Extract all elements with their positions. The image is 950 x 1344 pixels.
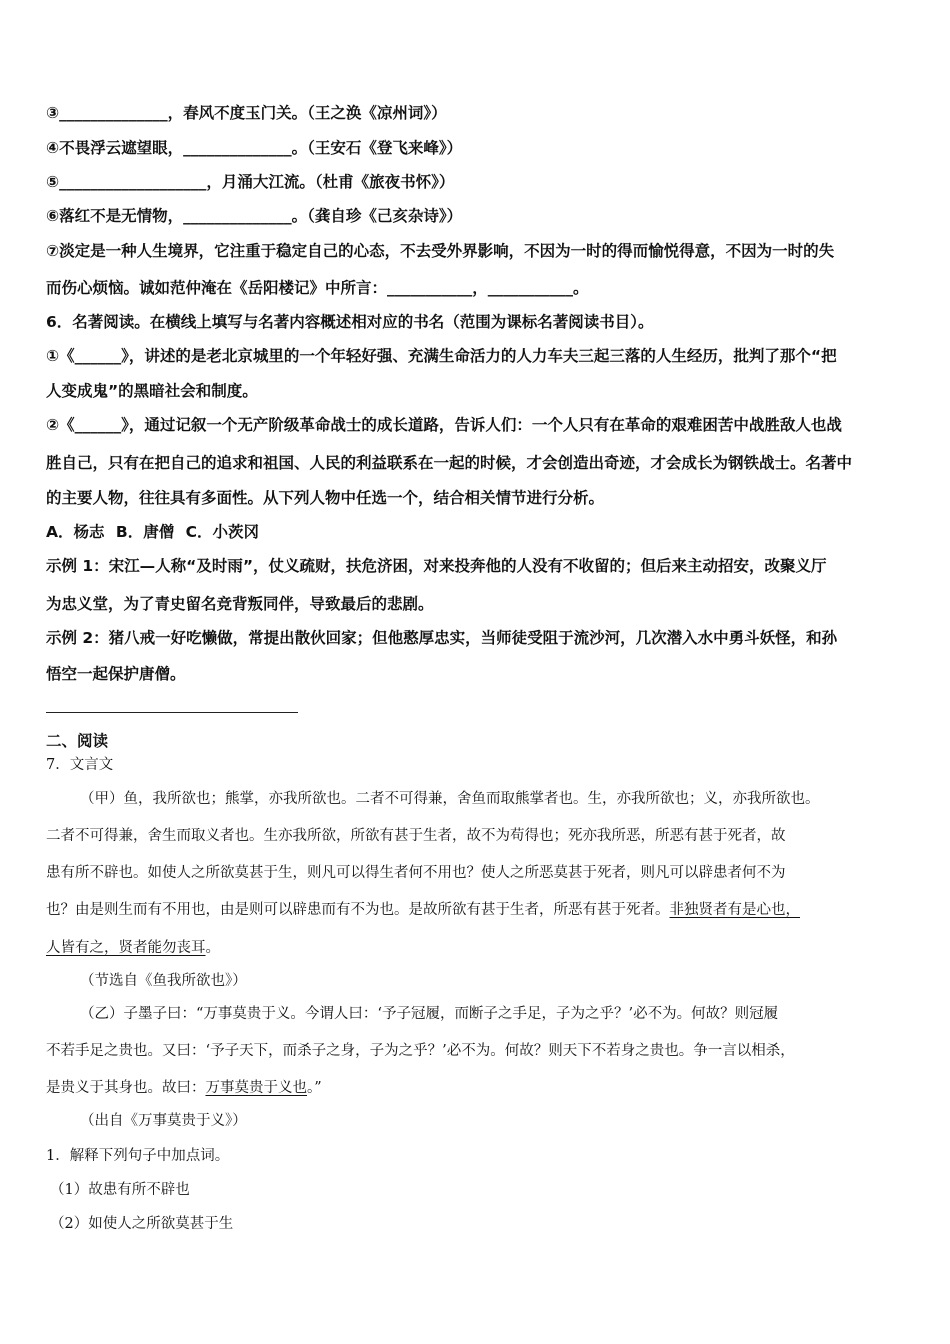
question-7-title: 7．文言文: [46, 757, 114, 773]
passage-jia-line-4: [46, 900, 800, 920]
section-divider: [46, 712, 298, 713]
passage-jia-line-2: 二者不可得兼，舍生而取义者也。生亦我所欲，所欲有甚于生者，故不为苟得也；死亦我所恶，所恶有甚于死者，故: [46, 828, 786, 844]
underlined-sentence-yi: 万事莫贵于义也: [205, 1080, 307, 1096]
sub-question-1-item-2: （2）如使人之所欲莫甚于生: [50, 1216, 234, 1232]
passage-yi-line-1: （乙）子墨子曰：“万事莫贵于义。今谓人曰：‘予子冠履，而断子之手足，子为之乎？’必不为。何故？则冠履: [80, 1006, 779, 1022]
passage-jia-line-3: 患有所不辟也。如使人之所欲莫甚于生，则凡可以得生者何不用也？使人之所恶莫甚于死者，则凡可以辟患者何不为: [46, 865, 786, 881]
example-1-line-1: 示例 1：宋江—人称“及时雨”，仗义疏财，扶危济困，对来投奔他的人没有不收留的；但后来主动招安，改聚义厅: [46, 557, 827, 575]
example-1-line-2: 为忠义堂，为了青史留名竞背叛同伴，导致最后的悲剧。: [46, 595, 434, 613]
passage-jia-line-1: （甲）鱼，我所欲也；熊掌，亦我所欲也。二者不可得兼，舍鱼而取熊掌者也。生，亦我所欲也；义，亦我所欲也。: [80, 791, 820, 807]
section-2-heading: 二、阅读: [46, 732, 109, 750]
question-6-part-1-line-2: 人变成鬼”的黑暗社会和制度。: [46, 382, 258, 400]
fill-blank-item-3: ③______________，春风不度玉门关。（王之涣《凉州词》）: [46, 104, 447, 122]
question-6-part-2-line-1: ②《______》，通过记叙一个无产阶级革命战士的成长道路，告诉人们：一个人只有在革命的艰难困苦中战胜敌人也战: [46, 416, 842, 434]
question-6-heading: 6．名著阅读。在横线上填写与名著内容概述相对应的书名（范围为课标名著阅读书目）。: [46, 313, 654, 331]
passage-yi-line-3-text: 是贵义于其身也。故曰：: [46, 1080, 206, 1096]
question-6-part-2-line-3: 的主要人物，往往具有多面性。从下列人物中任选一个，结合相关情节进行分析。: [46, 489, 605, 507]
question-6-part-2-line-2: 胜自己，只有在把自己的追求和祖国、人民的利益联系在一起的时候，才会创造出奇迹，才会成长为钢铁战士。名著中: [46, 454, 853, 472]
example-2-line-1: 示例 2：猪八戒一好吃懒做，常提出散伙回家；但他憨厚忠实，当师徒受阻于流沙河，几次潜入水中勇斗妖怪，和孙: [46, 629, 838, 647]
fill-blank-item-7-line-2: 而伤心烦恼。诚如范仲淹在《岳阳楼记》中所言：___________，___________。: [46, 279, 589, 297]
fill-blank-item-5: ⑤___________________，月涌大江流。（杜甫《旅夜书怀》）: [46, 173, 455, 191]
question-6-options: A．杨志 B．唐僧 C．小茨冈: [46, 523, 259, 541]
sub-question-1-item-1: （1）故患有所不辟也: [50, 1182, 190, 1198]
passage-yi-line-3: [46, 1078, 322, 1098]
fill-blank-item-4: ④不畏浮云遮望眼，______________。（王安石《登飞来峰》）: [46, 139, 463, 157]
passage-jia-source: （节选自《鱼我所欲也》）: [80, 973, 247, 989]
question-6-part-1-line-1: ①《______》，讲述的是老北京城里的一个年轻好强、充满生命活力的人力车夫三起三落的人生经历，批判了那个“把: [46, 347, 837, 365]
passage-yi-line-3-end: 。”: [307, 1080, 322, 1096]
example-2-line-2: 悟空一起保护唐僧。: [46, 665, 186, 683]
passage-jia-line-5-end: 。: [205, 940, 220, 956]
sub-question-1: 1．解释下列句子中加点词。: [46, 1148, 230, 1164]
underlined-sentence-part-2: 人皆有之，贤者能勿丧耳: [46, 940, 206, 956]
passage-jia-line-5: [46, 938, 220, 958]
passage-yi-line-2: 不若手足之贵也。又曰：‘予子天下，而杀子之身，子为之乎？’必不为。何故？则天下不若身之贵也。争一言以相杀，: [46, 1043, 795, 1059]
underlined-sentence-part-1: 非独贤者有是心也，: [669, 902, 800, 918]
passage-jia-line-4-text: 也？由是则生而有不用也，由是则可以辟患而有不为也。是故所欲有甚于生者，所恶有甚于死者。: [46, 902, 670, 918]
passage-yi-source: （出自《万事莫贵于义》）: [80, 1113, 247, 1129]
fill-blank-item-6: ⑥落红不是无情物，______________。（龚自珍《己亥杂诗》）: [46, 207, 463, 225]
fill-blank-item-7-line-1: ⑦淡定是一种人生境界，它注重于稳定自己的心态，不去受外界影响，不因为一时的得而愉悦得意，不因为一时的失: [46, 242, 835, 260]
